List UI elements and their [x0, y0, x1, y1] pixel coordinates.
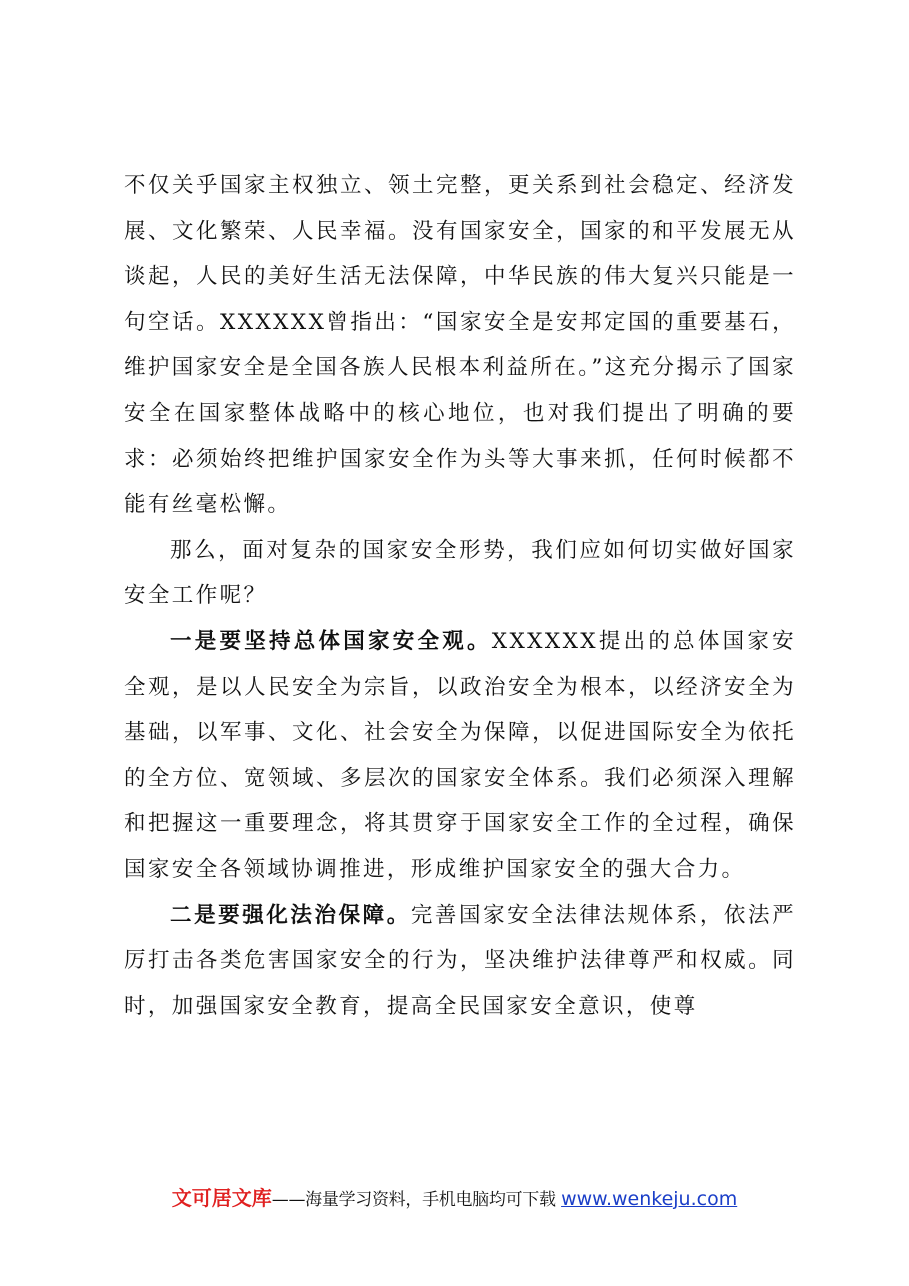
paragraph-4-lead: 二是要强化法治保障。 — [170, 902, 411, 928]
paragraph-2 — [124, 528, 796, 619]
document-body — [124, 163, 796, 1029]
footer-brand: 文可居文库 — [171, 1186, 272, 1210]
paragraph-4 — [124, 893, 796, 1030]
paragraph-3-lead: 一是要坚持总体国家安全观。 — [170, 628, 492, 654]
footer-tagline: ——海量学习资料，手机电脑均可下载 — [271, 1190, 556, 1210]
paragraph-4-text: 完善国家安全法律法规体系，依法严厉打击各类危害国家安全的行为，坚决维护法律尊严和权威。同时，加强国家安全教育，提高全民国家安全意识，使尊 — [124, 902, 796, 1019]
page-footer — [0, 1182, 909, 1211]
paragraph-3-text: XXXXXX提出的总体国家安全观，是以人民安全为宗旨，以政治安全为根本，以经济安全为基础，以军事、文化、社会安全为保障，以促进国际安全为依托的全方位、宽领域、多层次的国家安全体系。我们必须深入理解和把握这一重要理念，将其贯穿于国家安全工作的全过程，确保国家安全各领域协调推进，形成维护国家安全的强大合力。 — [124, 628, 796, 882]
paragraph-1-text: 不仅关乎国家主权独立、领土完整，更关系到社会稳定、经济发展、文化繁荣、人民幸福。没有国家安全，国家的和平发展无从谈起，人民的美好生活无法保障，中华民族的伟大复兴只能是一句空话。XXXXXX曾指出：“国家安全是安邦定国的重要基石，维护国家安全是全国各族人民根本利益所在。”这充分揭示了国家安全在国家整体战略中的核心地位，也对我们提出了明确的要求：必须始终把维护国家安全作为头等大事来抓，任何时候都不能有丝毫松懈。 — [124, 173, 796, 518]
paragraph-1 — [124, 163, 796, 528]
paragraph-3 — [124, 619, 796, 893]
paragraph-2-text: 那么，面对复杂的国家安全形势，我们应如何切实做好国家安全工作呢？ — [124, 537, 796, 609]
footer-url-link[interactable]: www.wenkeju.com — [561, 1188, 738, 1210]
